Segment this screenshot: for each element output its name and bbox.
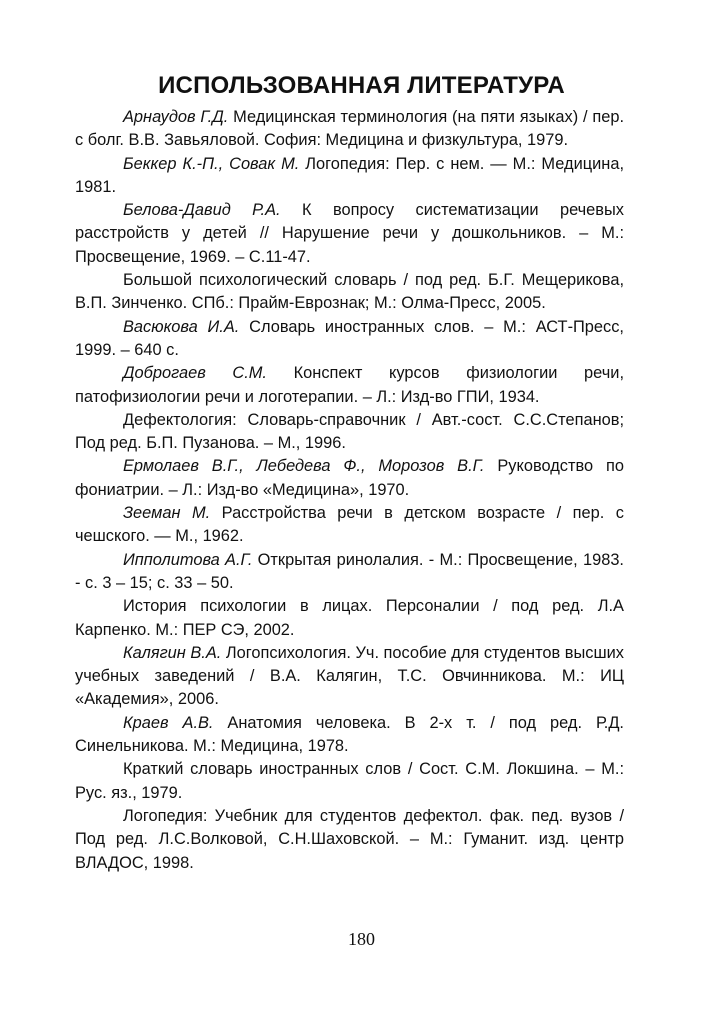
reference-text: Медицинская терминология (на пяти языках) / пер. с болг. В.В. Завьяловой. София: Медицина и физкультура, 1979. [75, 108, 625, 150]
reference-author: Краев А.В. [123, 713, 214, 732]
reference-entry [75, 362, 624, 409]
reference-author: Зееман М. [123, 504, 211, 523]
page-number: 180 [348, 929, 375, 949]
reference-entry [75, 199, 624, 269]
reference-text: Конспект курсов физиологии речи, патофизиологии речи и логотерапии. – Л.: Изд-во ГПИ, 1934. [75, 364, 624, 406]
reference-text: Расстройства речи в детском возрасте / пер. с чешского. — М., 1962. [75, 504, 624, 546]
reference-entry [75, 502, 624, 549]
reference-author: Доброгаев С.М. [123, 364, 267, 383]
reference-entry [75, 153, 624, 200]
reference-author: Белова-Давид Р.А. [123, 201, 281, 220]
reference-author: Беккер К.-П., Совак М. [123, 154, 300, 173]
reference-author: Ермолаев В.Г., Лебедева Ф., Морозов В.Г. [123, 457, 485, 476]
reference-text: Краткий словарь иностранных слов / Сост. С.М. Локшина. – М.: Рус. яз., 1979. [75, 760, 624, 802]
reference-author: Васюкова И.А. [123, 317, 240, 336]
reference-text: Большой психологический словарь / под ред. Б.Г. Мещерикова, В.П. Зинченко. СПб.: Прайм-Еврознак; М.: Олма-Пресс, 2005. [75, 271, 624, 313]
reference-text: Логопсихология. Уч. пособие для студентов высших учебных заведений / В.А. Калягин, Т.С. Овчинникова. М.: ИЦ «Академия», 2006. [75, 643, 624, 709]
reference-entry [75, 595, 624, 642]
reference-entry [75, 549, 624, 596]
page-title: ИСПОЛЬЗОВАННАЯ ЛИТЕРАТУРА [158, 72, 565, 99]
reference-entry [75, 106, 624, 153]
reference-entry [75, 758, 624, 805]
reference-author: Ипполитова А.Г. [123, 550, 253, 569]
reference-list [75, 106, 624, 875]
reference-entry [75, 712, 624, 759]
reference-text: Логопедия: Учебник для студентов дефектол. фак. пед. вузов / Под ред. Л.С.Волковой, С.Н.Шаховской. – М.: Гуманит. изд. центр ВЛАДОС, 1998. [75, 806, 624, 872]
reference-entry [75, 455, 624, 502]
reference-entry [75, 805, 624, 875]
reference-text: Словарь иностранных слов. – М.: АСТ-Пресс, 1999. – 640 с. [75, 317, 624, 359]
reference-text: Руководство по фониатрии. – Л.: Изд-во «Медицина», 1970. [75, 457, 624, 499]
reference-text: К вопросу систематизации речевых расстройств у детей // Нарушение речи у дошкольников. – М.: Просвещение, 1969. – С.11-47. [75, 201, 624, 266]
reference-author: Калягин В.А. [123, 643, 222, 662]
reference-entry [75, 642, 624, 712]
reference-entry [75, 409, 624, 456]
reference-text: История психологии в лицах. Персоналии / под ред. Л.А Карпенко. М.: ПЕР СЭ, 2002. [75, 597, 624, 639]
reference-text: Анатомия человека. В 2-х т. / под ред. Р.Д. Синельникова. М.: Медицина, 1978. [75, 713, 624, 756]
reference-entry [75, 316, 624, 363]
reference-text: Логопедия: Пер. с нем. — М.: Медицина, 1981. [75, 154, 624, 196]
reference-author: Арнаудов Г.Д. [123, 108, 229, 126]
reference-text: Открытая ринолалия. - М.: Просвещение, 1983. - с. 3 – 15; с. 33 – 50. [75, 550, 624, 592]
reference-entry [75, 269, 624, 316]
reference-text: Дефектология: Словарь-справочник / Авт.-сост. С.С.Степанов; Под ред. Б.П. Пузанова. – М., 1996. [75, 410, 624, 453]
